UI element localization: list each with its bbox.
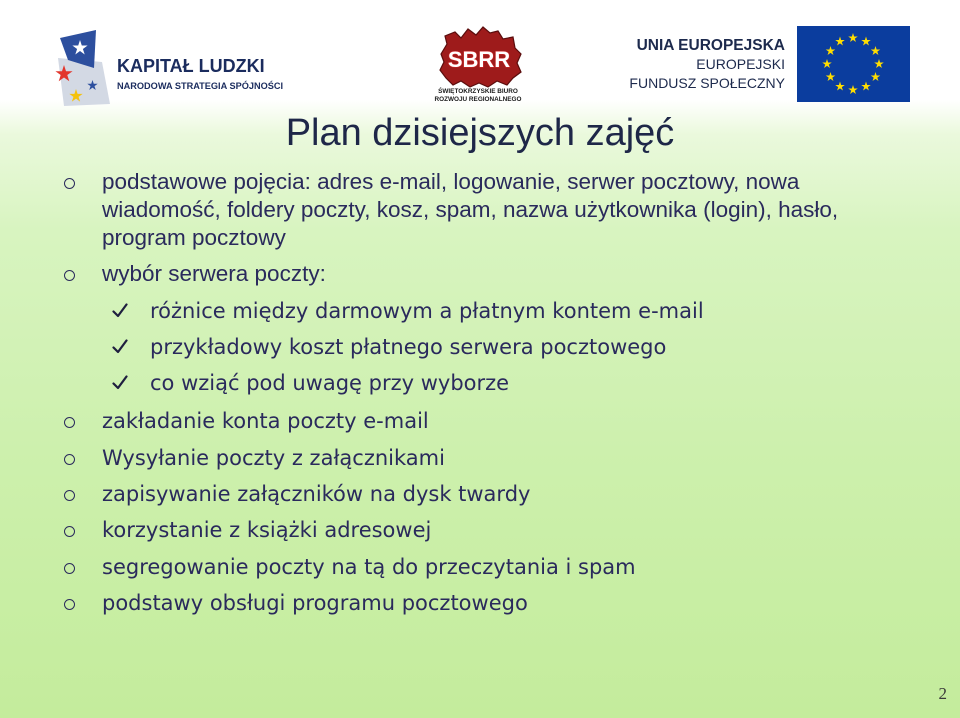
- bullet-icon: [64, 526, 75, 537]
- list-item: [102, 553, 882, 581]
- eu-fund-line-1: EUROPEJSKI: [696, 56, 785, 72]
- list-item-text: zapisywanie załączników na dysk twardy: [102, 482, 531, 506]
- eu-fund-line-2: FUNDUSZ SPOŁECZNY: [629, 75, 785, 91]
- kapital-ludzki-title: KAPITAŁ LUDZKI: [117, 56, 265, 76]
- eu-flag-icon: [797, 26, 910, 102]
- kapital-ludzki-logo-icon: [52, 28, 112, 108]
- list-item-text: podstawy obsługi programu pocztowego: [102, 591, 528, 615]
- list-item: [102, 480, 882, 508]
- list-item: [102, 407, 882, 435]
- list-item: [102, 589, 882, 617]
- sub-list-item: [150, 333, 930, 361]
- list-item: [102, 168, 882, 252]
- bullet-icon: [64, 417, 75, 428]
- checkmark-icon: [112, 303, 128, 318]
- sbrr-logo-mark: SBRR: [447, 47, 511, 72]
- list-item: [102, 260, 882, 288]
- kapital-ludzki-subtitle: NARODOWA STRATEGIA SPÓJNOŚCI: [117, 81, 284, 91]
- list-item: [102, 444, 882, 472]
- sbrr-logo-icon: [433, 26, 525, 88]
- list-item-text: zakładanie konta poczty e-mail: [102, 409, 429, 433]
- bullet-icon: [64, 599, 75, 610]
- sub-list-item-text: różnice między darmowym a płatnym kontem e-mail: [150, 299, 704, 323]
- sub-list-item: [150, 297, 930, 325]
- bullet-icon: [64, 490, 75, 501]
- list-item-text: podstawowe pojęcia: adres e-mail, logowanie, serwer pocztowy, nowa wiadomość, foldery poczty, kosz, spam, nazwa użytkownika (login), hasło, program pocztowy: [102, 169, 839, 250]
- slide-title: Plan dzisiejszych zajęć: [285, 112, 675, 154]
- checkmark-icon: [112, 375, 128, 390]
- list-item-text: segregowanie poczty na tą do przeczytania i spam: [102, 555, 636, 579]
- sbrr-line-2: ROZWOJU REGIONALNEGO: [434, 96, 522, 103]
- sub-list-item: [150, 369, 930, 397]
- sbrr-line-1: ŚWIĘTOKRZYSKIE BIURO: [438, 88, 518, 95]
- page-number: 2: [938, 684, 947, 703]
- list-item: [102, 516, 882, 544]
- bullet-icon: [64, 270, 75, 281]
- list-item-text: wybór serwera poczty:: [102, 261, 326, 286]
- bullet-icon: [64, 454, 75, 465]
- checkmark-icon: [112, 339, 128, 354]
- sub-list-item-text: przykładowy koszt płatnego serwera pocztowego: [150, 335, 667, 359]
- list-item-text: korzystanie z książki adresowej: [102, 518, 432, 542]
- bullet-icon: [64, 563, 75, 574]
- sub-list-item-text: co wziąć pod uwagę przy wyborze: [150, 371, 510, 395]
- eu-title: UNIA EUROPEJSKA: [636, 37, 785, 54]
- list-item-text: Wysyłanie poczty z załącznikami: [102, 446, 445, 470]
- bullet-icon: [64, 178, 75, 189]
